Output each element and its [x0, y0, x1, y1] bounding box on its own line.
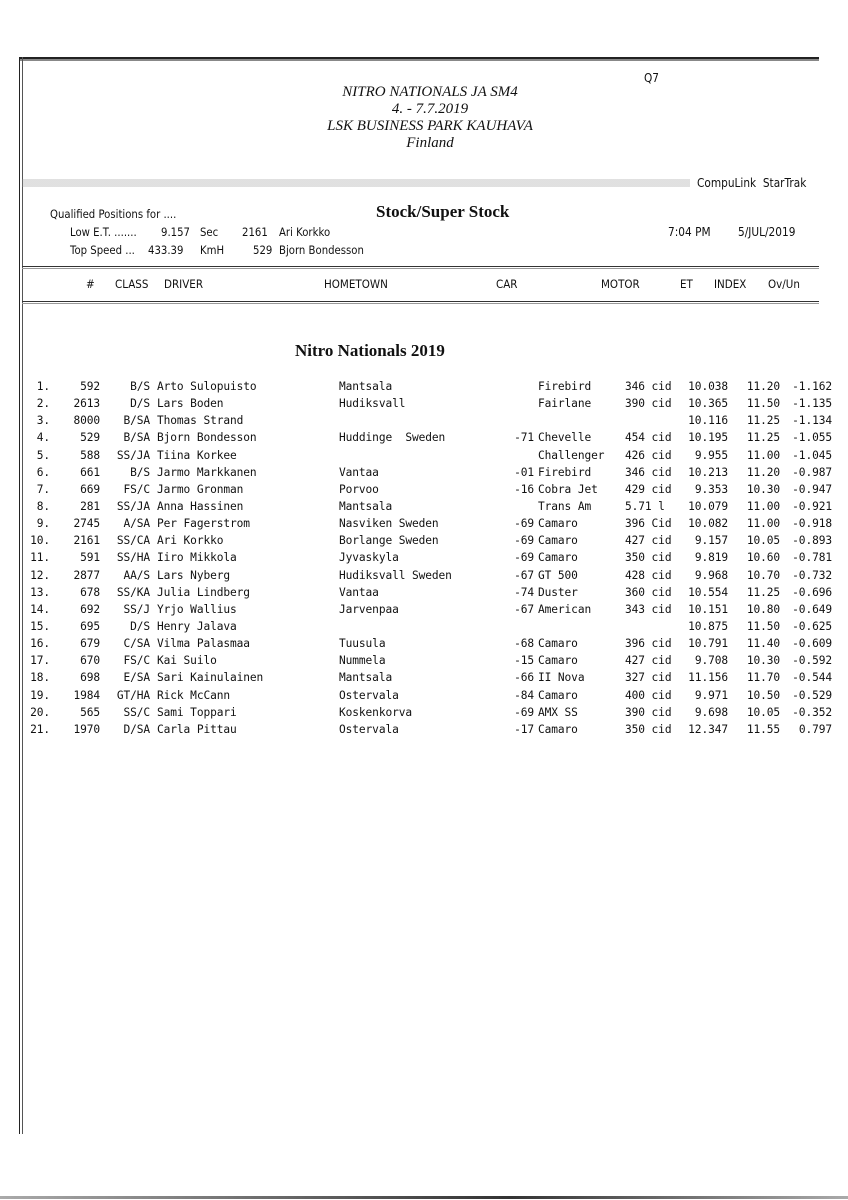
- table-row: 11. 591 SS/HA Iiro Mikkola Jyvaskyla -69 Camaro 350 cid 9.819 10.60 -0.781: [30, 551, 832, 565]
- low-et-value: 9.157: [161, 225, 190, 239]
- top-speed-car-number: 529: [253, 243, 273, 257]
- frame-top-border: [19, 57, 819, 59]
- results-table: [22, 378, 832, 738]
- table-row: 12. 2877 AA/S Lars Nyberg Hudiksvall Sweden -67 GT 500 428 cid 9.968 10.70 -0.732: [30, 568, 832, 582]
- col-header-driver: DRIVER: [164, 277, 204, 291]
- low-et-label: Low E.T. .......: [70, 225, 137, 239]
- low-et-driver: Ari Korkko: [279, 225, 331, 239]
- top-speed-label: Top Speed ...: [70, 243, 135, 257]
- table-row: 15. 695 D/S Henry Jalava 10.875 11.50 -0.625: [30, 619, 832, 633]
- qualified-positions-label: Qualified Positions for ....: [50, 207, 177, 221]
- low-et-car-number: 2161: [242, 225, 268, 239]
- table-row: 19. 1984 GT/HA Rick McCann Ostervala -84 Camaro 400 cid 9.971 10.50 -0.529: [30, 688, 832, 702]
- col-header-num: #: [86, 277, 95, 291]
- event-dates: 4. - 7.7.2019: [391, 101, 469, 117]
- col-header-class: CLASS: [115, 277, 149, 291]
- section-title: Nitro Nationals 2019: [295, 341, 445, 360]
- col-header-car: CAR: [496, 277, 518, 291]
- event-country: Finland: [406, 135, 454, 151]
- report-time: 7:04 PM: [668, 225, 711, 239]
- dotted-separator-band: [22, 179, 690, 187]
- col-header-hometown: HOMETOWN: [324, 277, 388, 291]
- table-row: 17. 670 FS/C Kai Suilo Nummela -15 Camaro 427 cid 9.708 10.30 -0.592: [30, 654, 832, 668]
- event-venue: LSK BUSINESS PARK KAUHAVA: [327, 118, 533, 134]
- report-date: 5/JUL/2019: [738, 225, 796, 239]
- table-row: 10. 2161 SS/CA Ari Korkko Borlange Sweden -69 Camaro 427 cid 9.157 10.05 -0.893: [30, 534, 832, 548]
- col-header-motor: MOTOR: [601, 277, 640, 291]
- software-label: CompuLink StarTrak: [697, 176, 807, 190]
- top-speed-value: 433.39: [148, 243, 184, 257]
- table-row: 14. 692 SS/J Yrjo Wallius Jarvenpaa -67 American 343 cid 10.151 10.80 -0.649: [30, 602, 832, 616]
- class-title: Stock/Super Stock: [376, 202, 510, 221]
- table-row: 6. 661 B/S Jarmo Markkanen Vantaa -01 Firebird 346 cid 10.213 11.20 -0.987: [36, 465, 832, 479]
- top-speed-unit: KmH: [200, 243, 225, 257]
- table-row: 7. 669 FS/C Jarmo Gronman Porvoo -16 Cobra Jet 429 cid 9.353 10.30 -0.947: [36, 482, 832, 496]
- table-row: 20. 565 SS/C Sami Toppari Koskenkorva -69 AMX SS 390 cid 9.698 10.05 -0.352: [30, 705, 832, 719]
- page-code: Q7: [644, 71, 660, 85]
- table-row: 21. 1970 D/SA Carla Pittau Ostervala -17 Camaro 350 cid 12.347 11.55 0.797: [30, 722, 832, 736]
- table-row: 18. 698 E/SA Sari Kainulainen Mantsala -66 II Nova 327 cid 11.156 11.70 -0.544: [30, 671, 832, 685]
- table-row: 3. 8000 B/SA Thomas Strand 10.116 11.25 -1.134: [36, 414, 832, 428]
- col-header-index: INDEX: [714, 277, 747, 291]
- table-row: 4. 529 B/SA Bjorn Bondesson Huddinge Sweden -71 Chevelle 454 cid 10.195 11.25 -1.055: [36, 431, 832, 445]
- header-top-rule: [22, 266, 819, 267]
- header-bottom-rule: [22, 301, 819, 302]
- low-et-unit: Sec: [200, 225, 219, 239]
- top-speed-driver: Bjorn Bondesson: [279, 243, 364, 257]
- table-row: 13. 678 SS/KA Julia Lindberg Vantaa -74 Duster 360 cid 10.554 11.25 -0.696: [30, 585, 832, 599]
- table-row: 2. 2613 D/S Lars Boden Hudiksvall Fairlane 390 cid 10.365 11.50 -1.135: [36, 397, 832, 411]
- table-row: 9. 2745 A/SA Per Fagerstrom Nasviken Sweden -69 Camaro 396 Cid 10.082 11.00 -0.918: [36, 517, 832, 531]
- table-row: 5. 588 SS/JA Tiina Korkee Challenger 426 cid 9.955 11.00 -1.045: [36, 448, 832, 462]
- table-row: 1. 592 B/S Arto Sulopuisto Mantsala Firebird 346 cid 10.038 11.20 -1.162: [36, 380, 832, 393]
- table-row: 16. 679 C/SA Vilma Palasmaa Tuusula -68 Camaro 396 cid 10.791 11.40 -0.609: [30, 637, 832, 651]
- page-bottom-rule: [0, 1196, 848, 1199]
- event-title-block: [250, 84, 610, 152]
- table-row: 8. 281 SS/JA Anna Hassinen Mantsala Trans Am 5.71 l 10.079 11.00 -0.921: [36, 499, 832, 513]
- col-header-et: ET: [680, 277, 693, 291]
- frame-left-border: [19, 57, 20, 1134]
- event-title: NITRO NATIONALS JA SM4: [342, 84, 518, 100]
- col-header-ovun: Ov/Un: [768, 277, 800, 291]
